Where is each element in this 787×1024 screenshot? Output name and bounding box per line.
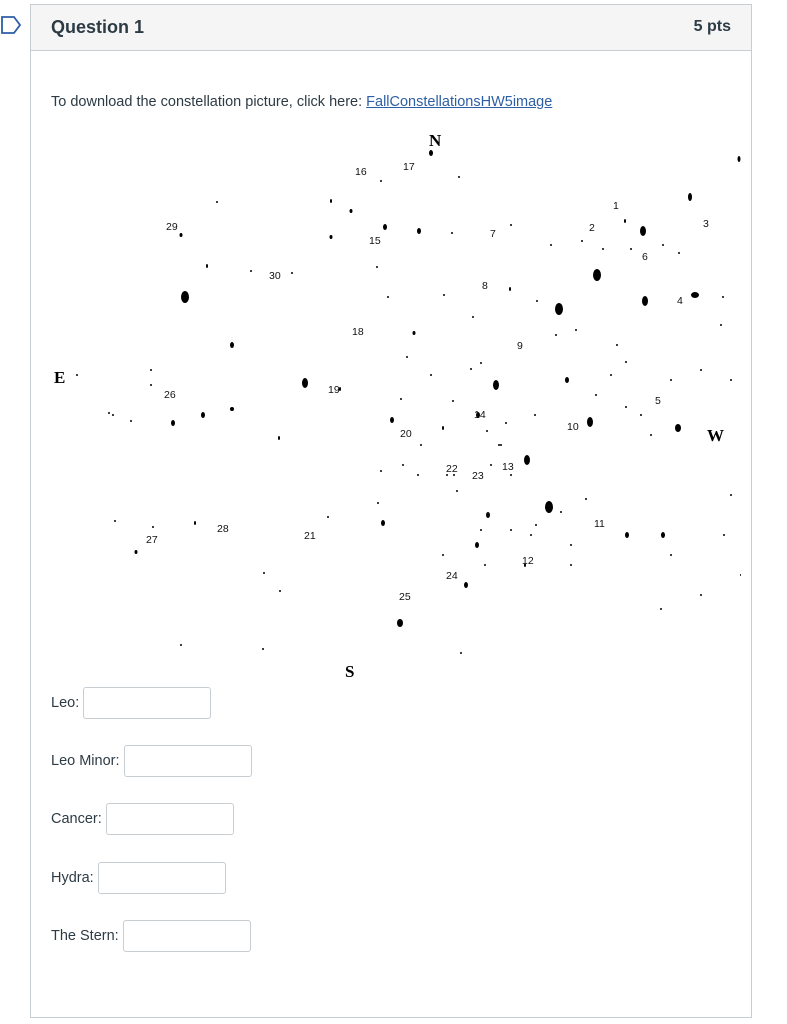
download-instructions [51,94,552,110]
star-dot [505,422,507,424]
answer-input-leo[interactable] [83,687,211,719]
star-dot [575,329,577,331]
answer-input-leo-minor[interactable] [124,745,252,777]
star-dot [630,248,632,250]
star-dot [451,232,453,234]
answer-label-leo: Leo: [51,695,80,711]
star-dot [381,520,385,526]
star-dot [430,374,432,376]
star-dot [302,378,308,388]
star-dot [417,228,421,234]
star-dot [112,414,114,416]
star-dot [250,270,252,272]
star-dot [442,426,444,430]
answer-label-leo-minor: Leo Minor: [51,753,120,769]
star-dot [490,464,492,466]
question-card [30,4,752,1018]
answer-label-cancer: Cancer: [51,811,102,827]
star-label: 26 [164,389,176,401]
star-dot [230,407,234,411]
bookmark-flag-icon[interactable] [0,14,22,36]
star-dot [262,648,264,650]
star-dot [442,554,444,556]
star-label: 21 [304,530,316,542]
answer-row-cancer [51,801,234,837]
star-dot [402,464,404,466]
star-dot [330,235,333,239]
star-dot [380,470,382,472]
star-label: 30 [269,270,281,282]
star-label: 3 [703,218,709,230]
question-header [31,5,751,51]
star-dot [486,430,488,432]
star-dot [216,201,218,203]
star-label: 20 [400,428,412,440]
star-label: 19 [328,384,340,396]
star-dot [150,369,152,371]
star-dot [330,199,332,203]
star-label: 15 [369,235,381,247]
star-dot [480,529,482,531]
star-dot [194,521,196,525]
star-label: 17 [403,161,415,173]
star-dot [108,412,110,414]
star-label: 16 [355,166,367,178]
star-dot [470,368,472,370]
star-dot [443,294,445,296]
star-dot [171,420,175,426]
star-dot [460,652,462,654]
star-dot [456,490,458,492]
star-dot [350,209,353,213]
star-dot [730,494,732,496]
star-dot [560,511,562,513]
star-label: 11 [594,518,605,530]
answer-row-the-stern [51,918,251,954]
star-dot [587,417,593,427]
answer-row-leo [51,685,211,721]
download-text: To download the constellation picture, click here: [51,94,367,110]
compass-west: W [707,426,724,445]
star-dot [661,532,665,538]
star-dot [510,474,512,476]
star-dot [327,516,329,518]
star-dot [662,244,664,246]
star-dot [524,455,530,465]
star-dot [700,594,702,596]
star-dot [377,502,379,504]
star-dot [535,524,537,526]
star-dot [484,564,486,566]
star-dot [383,224,387,230]
star-label: 12 [522,555,534,567]
star-label: 22 [446,463,458,475]
star-dot [510,224,512,226]
compass-east: E [54,368,66,387]
star-dot [279,590,281,592]
star-dot [570,544,572,546]
star-dot [397,619,403,627]
star-label: 24 [446,570,458,582]
star-dot [400,398,402,400]
star-dot [722,296,724,298]
answer-label-hydra: Hydra: [51,870,94,886]
star-dot [675,424,681,432]
star-dot [390,417,394,423]
star-dot [642,296,648,306]
star-dot [263,572,265,574]
star-label: 29 [166,221,178,233]
star-dot [545,501,553,513]
star-dot [740,574,741,576]
star-label: 2 [589,222,595,234]
star-label: 5 [655,395,661,407]
star-dot [581,240,583,242]
answer-label-the-stern: The Stern: [51,928,119,944]
star-label: 4 [677,295,683,307]
star-dot [723,534,725,536]
star-dot [509,287,511,291]
star-dot [585,498,587,500]
star-dot [720,324,722,326]
star-dot [660,608,662,610]
download-link[interactable]: FallConstellationsHW5image [366,94,553,110]
star-dot [670,554,672,556]
star-dot [616,344,618,346]
star-label: 9 [517,340,523,352]
star-dot [691,292,699,298]
answer-row-leo-minor [51,743,252,779]
star-number-labels [146,161,709,603]
star-dot [472,316,474,318]
star-dot [130,420,132,422]
star-dot [700,369,702,371]
star-label: 18 [352,326,364,338]
star-dot [406,356,408,358]
star-dot [201,412,205,418]
star-dot [602,248,604,250]
star-dot [738,156,741,162]
star-dot [114,520,116,522]
star-dot [180,644,182,646]
star-dot [640,226,646,236]
star-dot [534,414,536,416]
star-dot [536,300,538,302]
star-label: 25 [399,591,411,603]
star-dot [387,296,389,298]
star-dot [150,384,152,386]
star-dot [510,529,512,531]
star-dot [76,374,78,376]
compass-south: S [345,662,355,681]
answer-input-hydra[interactable] [98,862,226,894]
answer-input-the-stern[interactable] [123,920,251,952]
star-dot [570,564,572,566]
star-dot [429,150,433,156]
star-dot [181,291,189,303]
star-label: 1 [613,200,619,212]
star-dot [458,176,460,178]
star-dot [498,444,500,446]
star-label: 23 [472,470,484,482]
star-dot [452,400,454,402]
star-dot [678,252,680,254]
star-label: 13 [502,461,514,473]
star-dot [610,374,612,376]
star-dot [640,414,642,416]
star-label: 7 [490,228,496,240]
star-dot [420,444,422,446]
star-dot [480,362,482,364]
star-dot [688,193,692,201]
star-dot [624,219,626,223]
star-label: 27 [146,534,158,546]
star-dot [230,342,234,348]
star-dot [493,380,499,390]
star-dot [530,534,532,536]
star-dot [291,272,293,274]
star-dot [555,303,563,315]
star-label: 6 [642,251,648,263]
star-dot [650,434,652,436]
star-dot [550,244,552,246]
star-dot [278,436,280,440]
compass-north: N [429,131,442,150]
answer-row-hydra [51,860,226,896]
star-dot [475,542,479,548]
star-dot [625,361,627,363]
star-dot [625,406,627,408]
star-dot [500,444,502,446]
question-title: Question 1 [51,17,145,37]
star-dot [486,512,490,518]
star-dot [625,532,629,538]
constellation-image [51,125,741,685]
star-dot [135,550,138,554]
answer-input-cancer[interactable] [106,803,234,835]
star-dot [595,394,597,396]
star-dot [565,377,569,383]
star-dot [417,474,419,476]
star-dot [464,582,468,588]
star-dot [376,266,378,268]
star-dot [730,379,732,381]
star-dot [206,264,208,268]
star-label: 10 [567,421,579,433]
star-dot [380,180,382,182]
question-points: 5 pts [693,18,731,35]
star-dot [593,269,601,281]
star-dot [152,526,154,528]
star-label: 8 [482,280,488,292]
star-label: 14 [474,409,486,421]
star-label: 28 [217,523,229,535]
star-dot [413,331,416,335]
star-dot [670,379,672,381]
star-dot [555,334,557,336]
star-dot [180,233,183,237]
